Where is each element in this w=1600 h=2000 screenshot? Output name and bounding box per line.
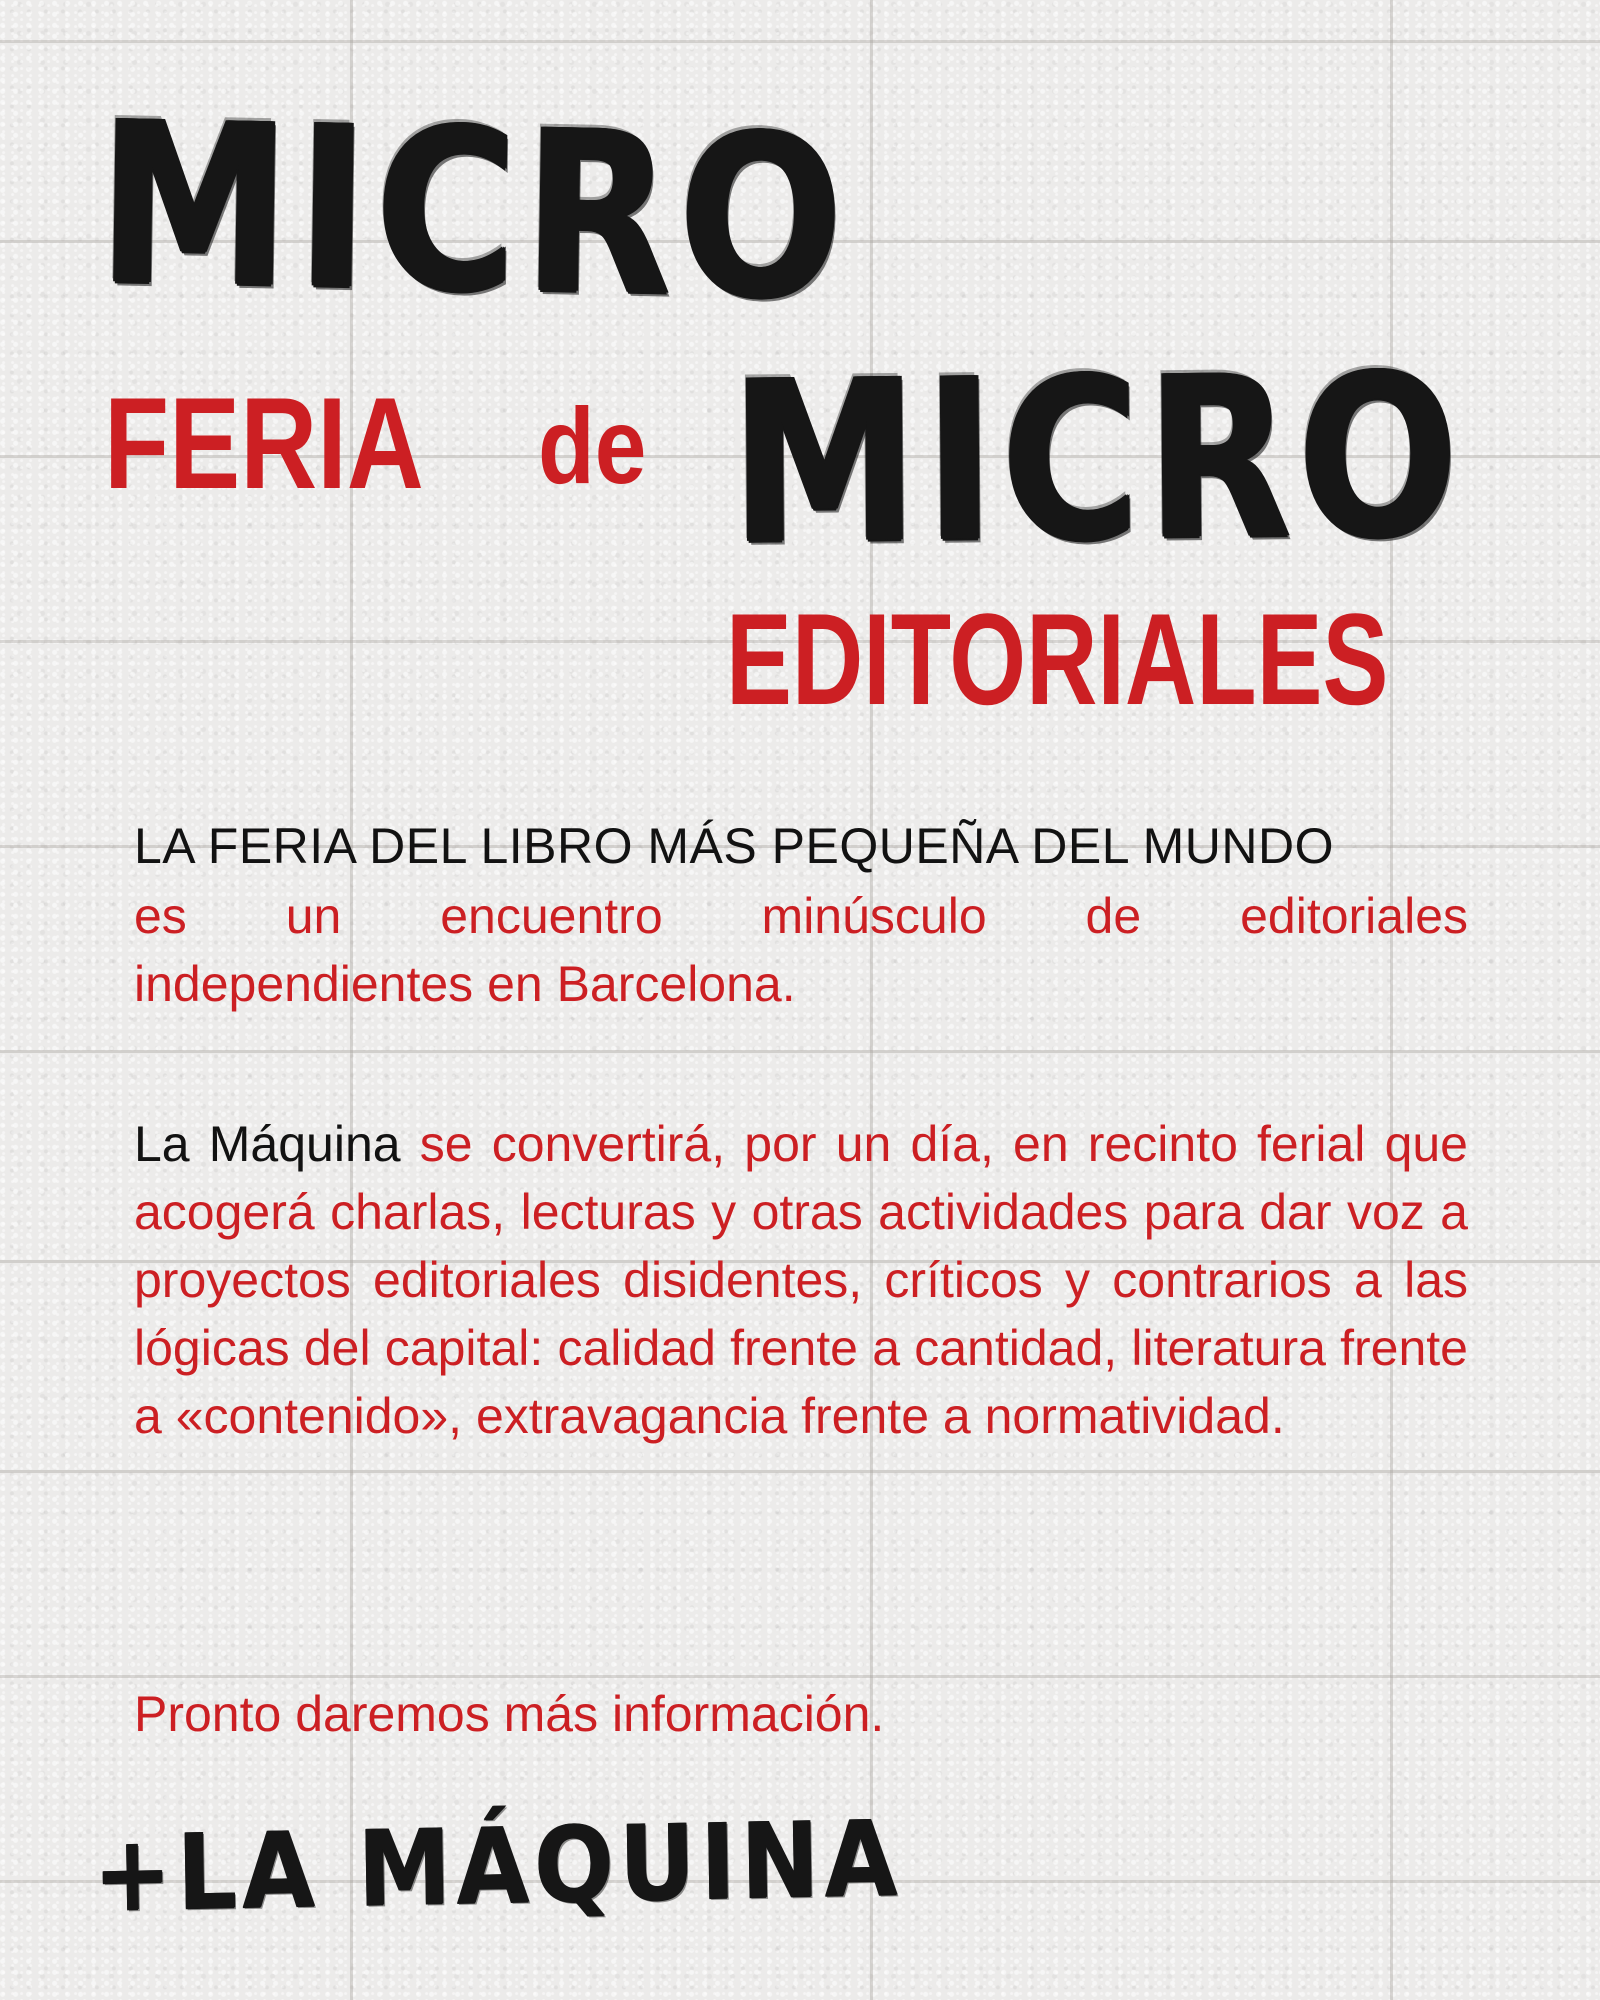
intro-line-2: independientes en Barcelona. [134,956,796,1012]
description-text: se convertirá, por un día, en recinto ferial que acogerá charlas, lecturas y otras actividades para dar voz a proyectos editoriales disidentes, críticos y contrarios a las lógicas del capital: calidad frente a cantidad, literatura frente a «contenido», extravagancia frente a normatividad. [134,1116,1468,1444]
la-maquina-signature: +LA MÁQUINA [91,1797,903,1935]
title-feria: FERIA [104,370,424,516]
venue-name: La Máquina [134,1116,401,1172]
headline: LA FERIA DEL LIBRO MÁS PEQUEÑA DEL MUNDO [134,818,1334,874]
wall-seam [0,1675,1600,1678]
intro-paragraph [134,882,1468,1018]
wall-seam [0,40,1600,43]
title-micro-top: MICRO [96,73,852,350]
wall-seam [0,1470,1600,1473]
wall-seam [0,1050,1600,1053]
title-de: de [538,385,647,506]
intro-line-1: es un encuentro minúsculo de editoriales [134,888,1468,944]
description-paragraph [134,1110,1468,1450]
more-info-note: Pronto daremos más información. [134,1686,885,1742]
title-editoriales: EDITORIALES [726,586,1389,732]
title-micro-middle: MICRO [729,325,1466,594]
